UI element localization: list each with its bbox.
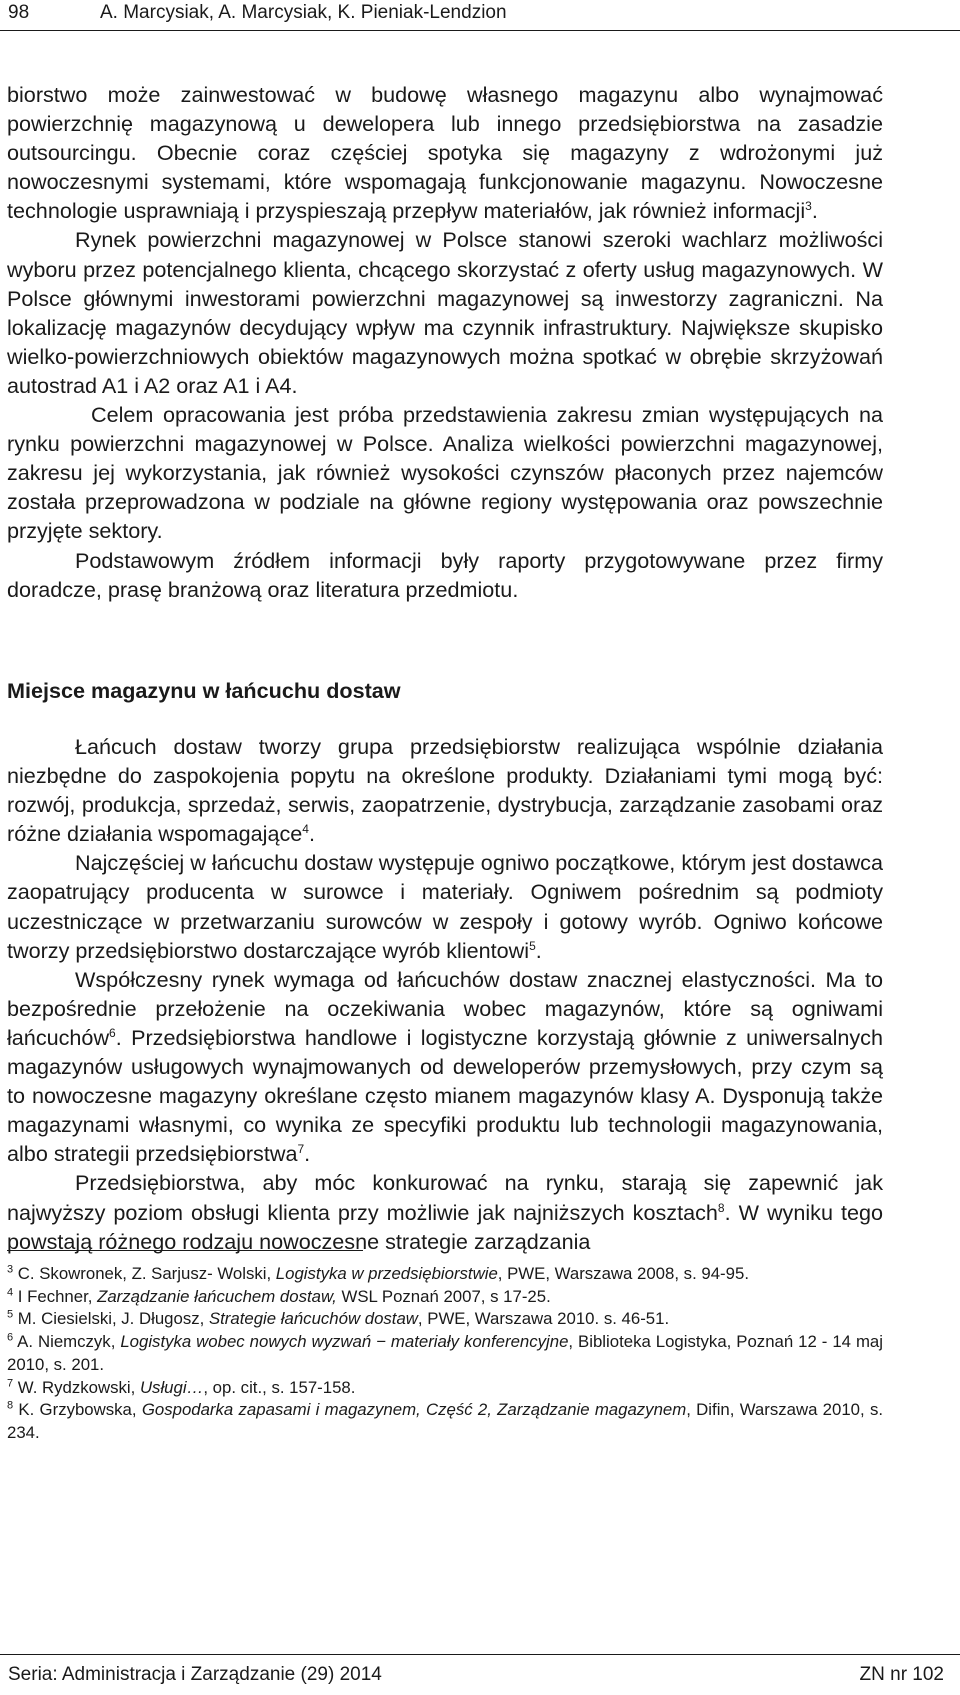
footnote-text: , PWE, Warszawa 2010. s. 46-51. (417, 1309, 670, 1329)
footnote-number: 3 (7, 1263, 14, 1276)
footnote-title: Zarządzanie łańcuchem dostaw, (97, 1286, 337, 1306)
running-head-authors: A. Marcysiak, A. Marcysiak, K. Pieniak-Lendzion (100, 2, 507, 23)
footnote-ref[interactable]: 6 (109, 1025, 116, 1040)
footnote-title: Logistyka w przedsiębiorstwie (275, 1264, 498, 1283)
punctuation: . (304, 1141, 311, 1167)
footnote-title: Strategie łańcuchów dostaw (208, 1309, 418, 1329)
footnote-text: K. Grzybowska, (13, 1400, 142, 1420)
footnote (7, 1308, 883, 1331)
footnote-text: C. Skowronek, Z. Sarjusz- Wolski, (13, 1264, 276, 1283)
footnote-ref[interactable]: 5 (529, 938, 536, 953)
footnote (7, 1263, 883, 1286)
paragraph (7, 848, 883, 964)
paragraph-text: biorstwo może zainwestować w budowę własnego magazynu albo wynajmować powierzchnię magazynową u dewelopera lub innego przedsiębiorstwa na zasadzie outsourcingu. Obecnie coraz częściej spotyka się magazyny z wdrożonymi już nowoczesnymi systemami, które wspomagają funkcjonowanie magazynu. Nowoczesne technologie usprawniają i przyspieszają przepływ materiałów, jak również informacji (7, 82, 883, 224)
paragraph-text: Współczesny rynek wymaga od łańcuchów dostaw znacznej elastyczności. Ma to bezpośrednie przełożenie na oczekiwania wobec magazynów, które są ogniwami łańcuchów (7, 966, 883, 1050)
page-number: 98 (8, 2, 30, 23)
section-title: Miejsce magazynu w łańcuchu dostaw (7, 678, 401, 703)
footnote-ref[interactable]: 7 (297, 1142, 305, 1157)
footnote-text: W. Rydzkowski, (13, 1377, 140, 1397)
section-text (7, 732, 883, 1256)
footnote-text: , Difin, Warszawa 2010, s. 234. (7, 1400, 884, 1442)
paragraph: Rynek powierzchni magazynowej w Polsce stanowi szeroki wachlarz możliwości wyboru przez potencjalnego klienta, chcącego skorzystać z oferty usług magazynowych. W Polsce głównymi inwestorami powierzchni magazynowej są inwestorzy zagraniczni. Na lokalizację magazynów decydujący wpływ ma czynnik infrastruktury. Największe skupisko wielko-powierzchniowych obiektów magazynowych można spotkać w obrębie skrzyżowań autostrad A1 i A2 oraz A1 i A4. (7, 227, 883, 398)
footnote-number: 6 (7, 1331, 14, 1344)
paragraph (7, 965, 883, 1169)
footnote-text: M. Ciesielski, J. Długosz, (13, 1309, 209, 1329)
footnote-number: 7 (7, 1376, 14, 1389)
paragraph: Celem opracowania jest próba przedstawienia zakresu zmian występujących na rynku powierzchni magazynowej w Polsce. Analiza wielkości powierzchni magazynowej, zakresu jej wykorzystania, jak również wysokości czynszów płaconych przez najemców została przeprowadzona w podziale na główne regiony występowania oraz powszechnie przyjęte sektory. (7, 402, 883, 544)
paragraph (7, 80, 883, 225)
paragraph: Podstawowym źródłem informacji były raporty przygotowywane przez firmy doradcze, prasę branżową oraz literatura przedmiotu. (7, 547, 883, 602)
footnote-ref[interactable]: 3 (805, 199, 812, 214)
footnotes (7, 1263, 883, 1445)
punctuation: . (811, 198, 818, 224)
page-header (0, 0, 960, 34)
footnote-number: 5 (7, 1308, 14, 1321)
footnote-ref[interactable]: 4 (302, 822, 309, 837)
issue-number: ZN nr 102 (859, 1664, 944, 1685)
footnote-text: , Biblioteka Logistyka, Poznań 12 - 14 maj 2010, s. 201. (7, 1332, 883, 1374)
paragraph-text: Najczęściej w łańcuchu dostaw występuje ogniwo początkowe, którym jest dostawca zaopatrujący producenta w surowce i materiały. Ogniwem pośrednim są podmioty uczestniczące w przetwarzaniu surowców w zespoły i gotowy wyrób. Ogniwo końcowe tworzy przedsiębiorstwo dostarczające wyrób klientowi (7, 850, 883, 963)
footnote-divider (7, 1250, 363, 1251)
punctuation: . (308, 821, 315, 847)
footnote-text: , op. cit., s. 157-158. (203, 1377, 356, 1397)
footnote-number: 4 (7, 1286, 14, 1299)
header-divider (0, 30, 960, 31)
footer-divider (0, 1654, 960, 1655)
paragraph-text: . Przedsiębiorstwa handlowe i logistyczne korzystają głównie z uniwersalnych magazynów usługowych wynajmowanych od deweloperów przemysłowych, przy czym są to nowoczesne magazyny określane często mianem magazynów klasy A. Dysponują także magazynami własnymi, co wynika ze specyfiki produktu lub technologii magazynowania, albo strategii przedsiębiorstwa (7, 1024, 883, 1167)
footnote (7, 1286, 883, 1309)
footnote (7, 1331, 883, 1376)
intro-text (7, 80, 883, 604)
section-heading-block (7, 676, 883, 705)
paragraph-text: Łańcuch dostaw tworzy grupa przedsiębiorstw realizująca wspólnie działania niezbędne do zaspokojenia popytu na określone produkty. Działaniami tymi mogą być: rozwój, produkcja, sprzedaż, serwis, zaopatrzenie, dystrybucja, zarządzanie zasobami oraz różne działania wspomagające (7, 734, 883, 847)
footnote-title: Usługi… (139, 1377, 204, 1397)
paragraph (7, 732, 883, 848)
footnote-title: Logistyka wobec nowych wyzwań − materiały konferencyjne (120, 1332, 569, 1352)
footnote-text: WSL Poznań 2007, s 17-25. (336, 1286, 551, 1306)
footnote-text: I Fechner, (13, 1286, 98, 1306)
footnote (7, 1377, 883, 1400)
series-info: Seria: Administracja i Zarządzanie (29) 2014 (8, 1664, 382, 1685)
paragraph-text: Przedsiębiorstwa, aby móc konkurować na rynku, starają się zapewnić jak najwyższy poziom obsługi klienta przy możliwie jak najniższych kosztach (7, 1170, 883, 1225)
footnote-ref[interactable]: 8 (717, 1200, 725, 1215)
paragraph-text: . W wyniku tego powstają różnego rodzaju nowoczesne strategie zarządzania (7, 1199, 883, 1254)
footnote-number: 8 (7, 1399, 14, 1412)
paragraph (7, 1168, 883, 1255)
footnote-text: A. Niemczyk, (13, 1332, 121, 1352)
footnote (7, 1399, 883, 1444)
footnote-title: Gospodarka zapasami i magazynem, Część 2, Zarządzanie magazynem (141, 1400, 687, 1420)
punctuation: . (535, 937, 542, 963)
footnote-text: , PWE, Warszawa 2008, s. 94-95. (497, 1264, 749, 1283)
